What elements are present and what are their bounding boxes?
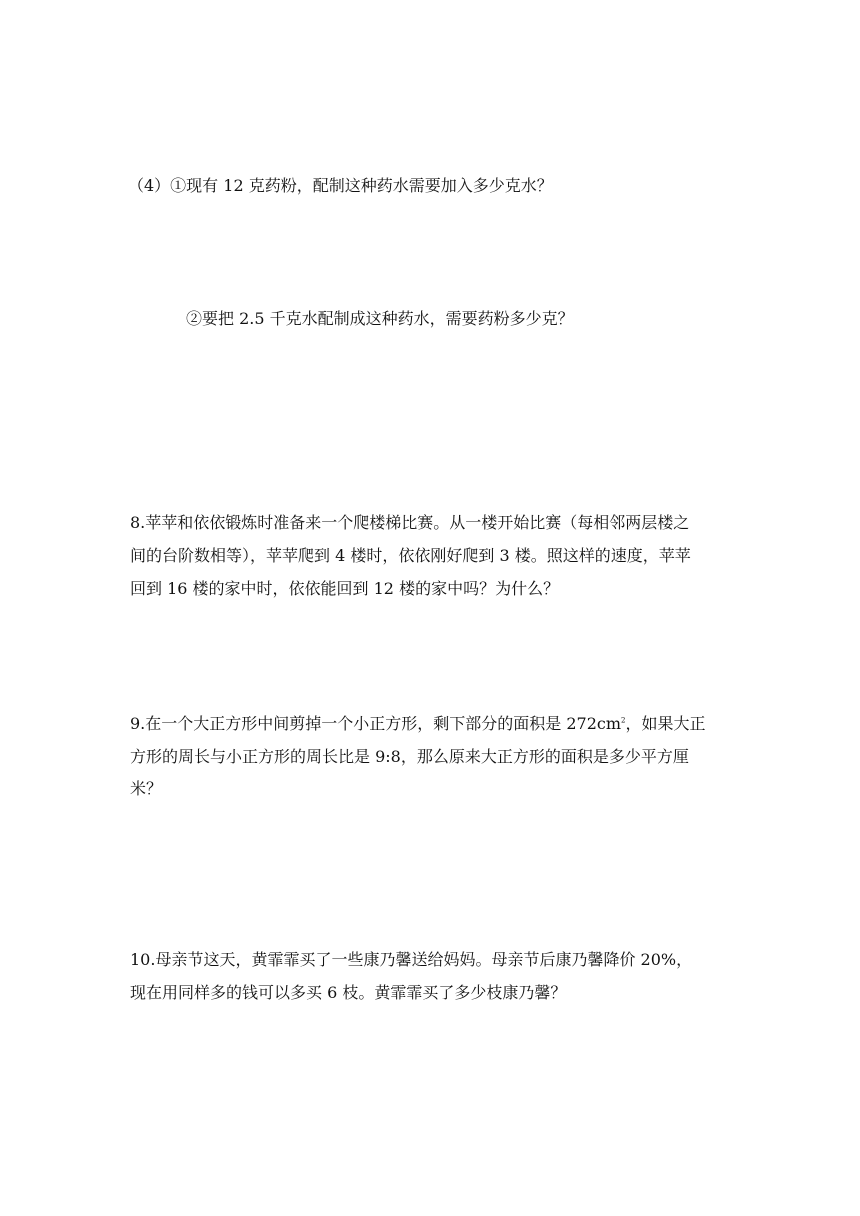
question-10-line2: 现在用同样多的钱可以多买 6 枝。黄霏霏买了多少枝康乃馨？ [130, 983, 567, 1002]
question-7-4-part2: ②要把 2.5 千克水配制成这种药水，需要药粉多少克？ [186, 309, 574, 328]
question-10-line1: 10.母亲节这天，黄霏霏买了一些康乃馨送给妈妈。母亲节后康乃馨降价 20%， [130, 950, 693, 969]
question-8-line1: 8.苹苹和依依锻炼时准备来一个爬楼梯比赛。从一楼开始比赛（每相邻两层楼之 [130, 513, 690, 532]
question-8-line2: 间的台阶数相等），苹苹爬到 4 楼时，依依刚好爬到 3 楼。照这样的速度，苹苹 [130, 546, 691, 565]
question-9-line2: 方形的周长与小正方形的周长比是 9:8，那么原来大正方形的面积是多少平方厘 [130, 747, 689, 766]
question-9-line1-text: 9.在一个大正方形中间剪掉一个小正方形，剩下部分的面积是 272cm [130, 714, 622, 733]
question-9-line1-tail: ，如果大正 [625, 714, 706, 733]
square-exponent: 2 [621, 716, 626, 725]
question-9-line1 [130, 714, 706, 734]
question-8-line3: 回到 16 楼的家中时，依依能回到 12 楼的家中吗？为什么？ [130, 579, 560, 598]
question-7-4-part1: （4）①现有 12 克药粉，配制这种药水需要加入多少克水？ [128, 176, 553, 195]
question-9-line3: 米？ [130, 779, 163, 798]
